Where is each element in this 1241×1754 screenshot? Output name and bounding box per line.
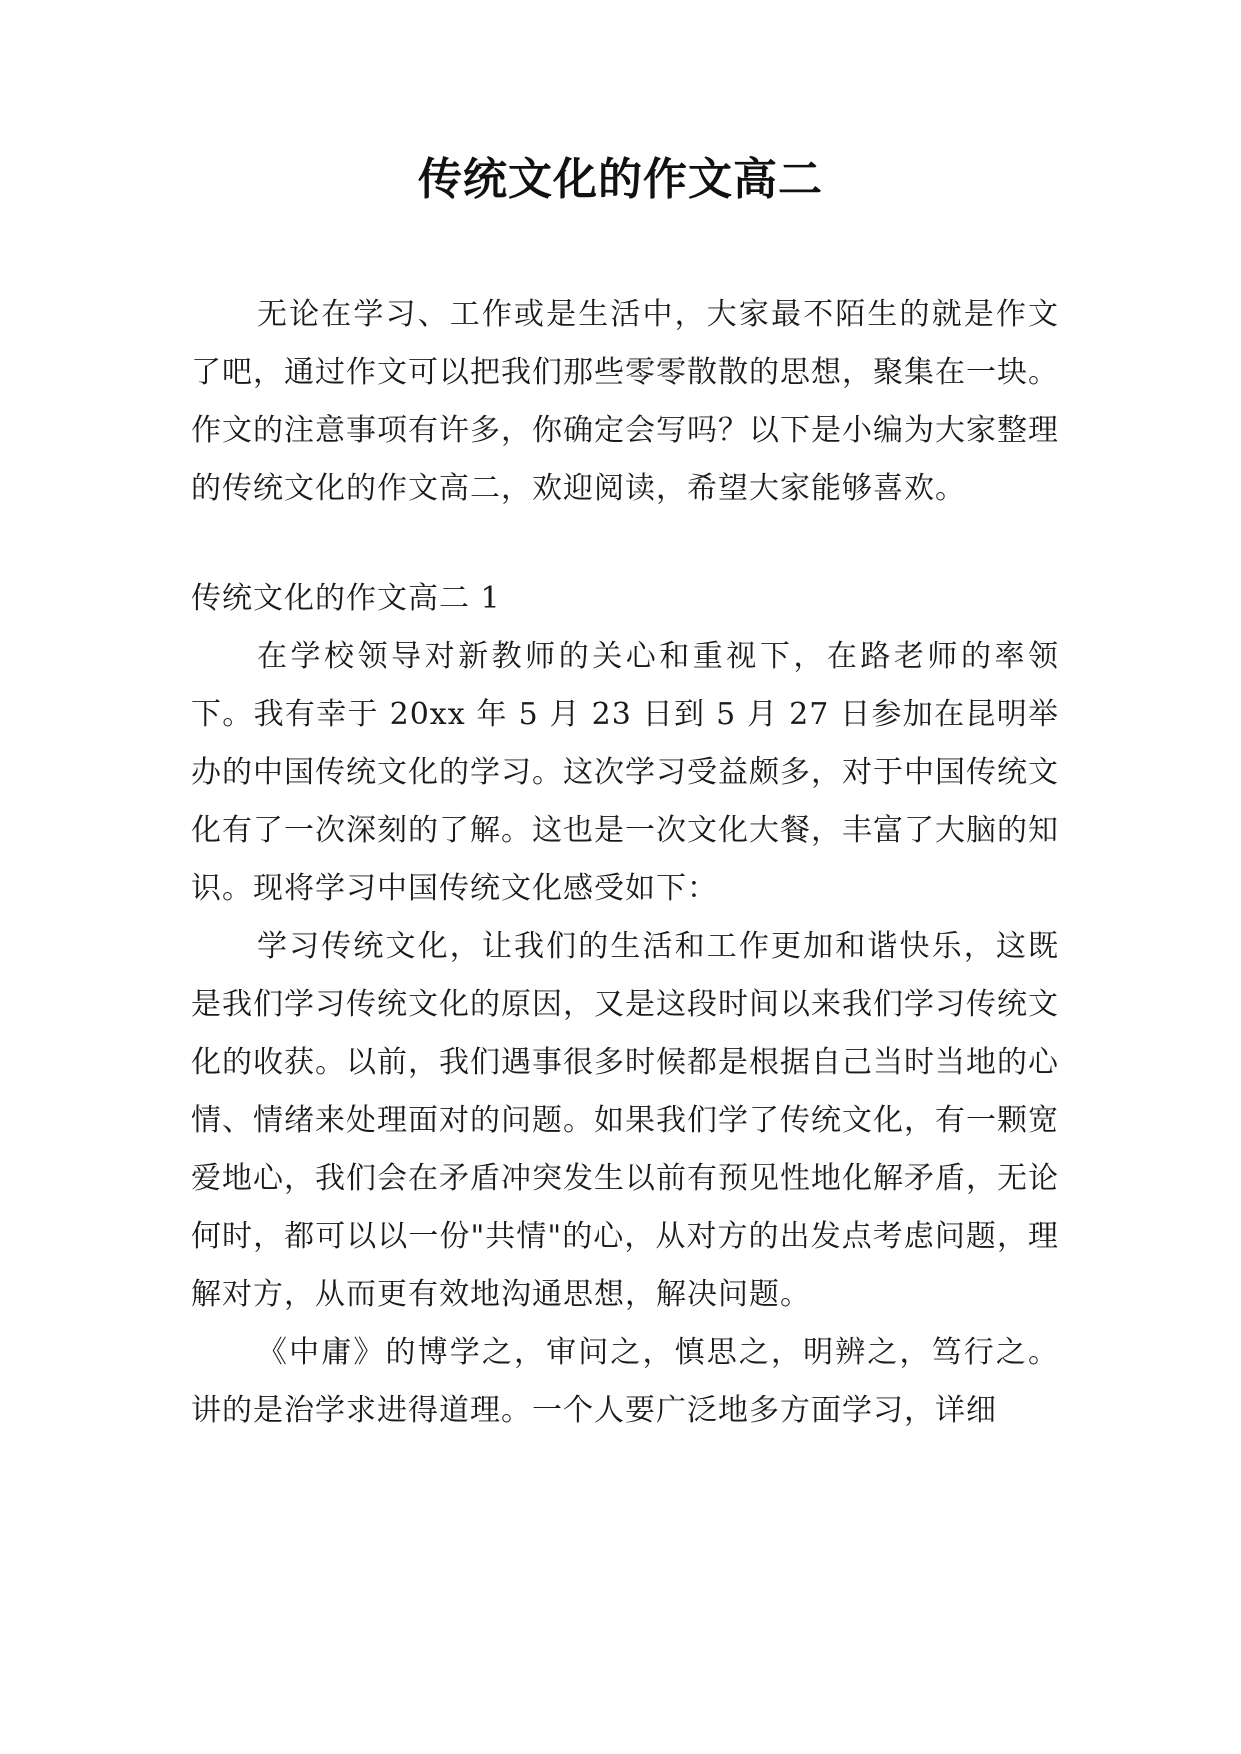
- body-paragraph-3: 《中庸》的博学之，审问之，慎思之，明辨之，笃行之。讲的是治学求进得道理。一个人要广泛地多方面学习，详细: [191, 1335, 1059, 1428]
- document-body: [191, 286, 1059, 1440]
- intro-paragraph: 无论在学习、工作或是生活中，大家最不陌生的就是作文了吧，通过作文可以把我们那些零零散散的思想，聚集在一块。作文的注意事项有许多，你确定会写吗？以下是小编为大家整理的传统文化的作文高二，欢迎阅读，希望大家能够喜欢。: [191, 297, 1059, 506]
- body-paragraph-1: 在学校领导对新教师的关心和重视下，在路老师的率领下。我有幸于 20xx 年 5 月 23 日到 5 月 27 日参加在昆明举办的中国传统文化的学习。这次学习受益颇多，对于中国传统文化有了一次深刻的了解。这也是一次文化大餐，丰富了大脑的知识。现将学习中国传统文化感受如下：: [191, 639, 1059, 906]
- body-paragraph-2: 学习传统文化，让我们的生活和工作更加和谐快乐，这既是我们学习传统文化的原因，又是这段时间以来我们学习传统文化的收获。以前，我们遇事很多时候都是根据自己当时当地的心情、情绪来处理面对的问题。如果我们学了传统文化，有一颗宽爱地心，我们会在矛盾冲突发生以前有预见性地化解矛盾，无论何时，都可以以一份"共情"的心，从对方的出发点考虑问题，理解对方，从而更有效地沟通思想，解决问题。: [191, 929, 1059, 1312]
- section-heading: 传统文化的作文高二 1: [191, 581, 501, 616]
- document-title: 传统文化的作文高二: [418, 154, 823, 205]
